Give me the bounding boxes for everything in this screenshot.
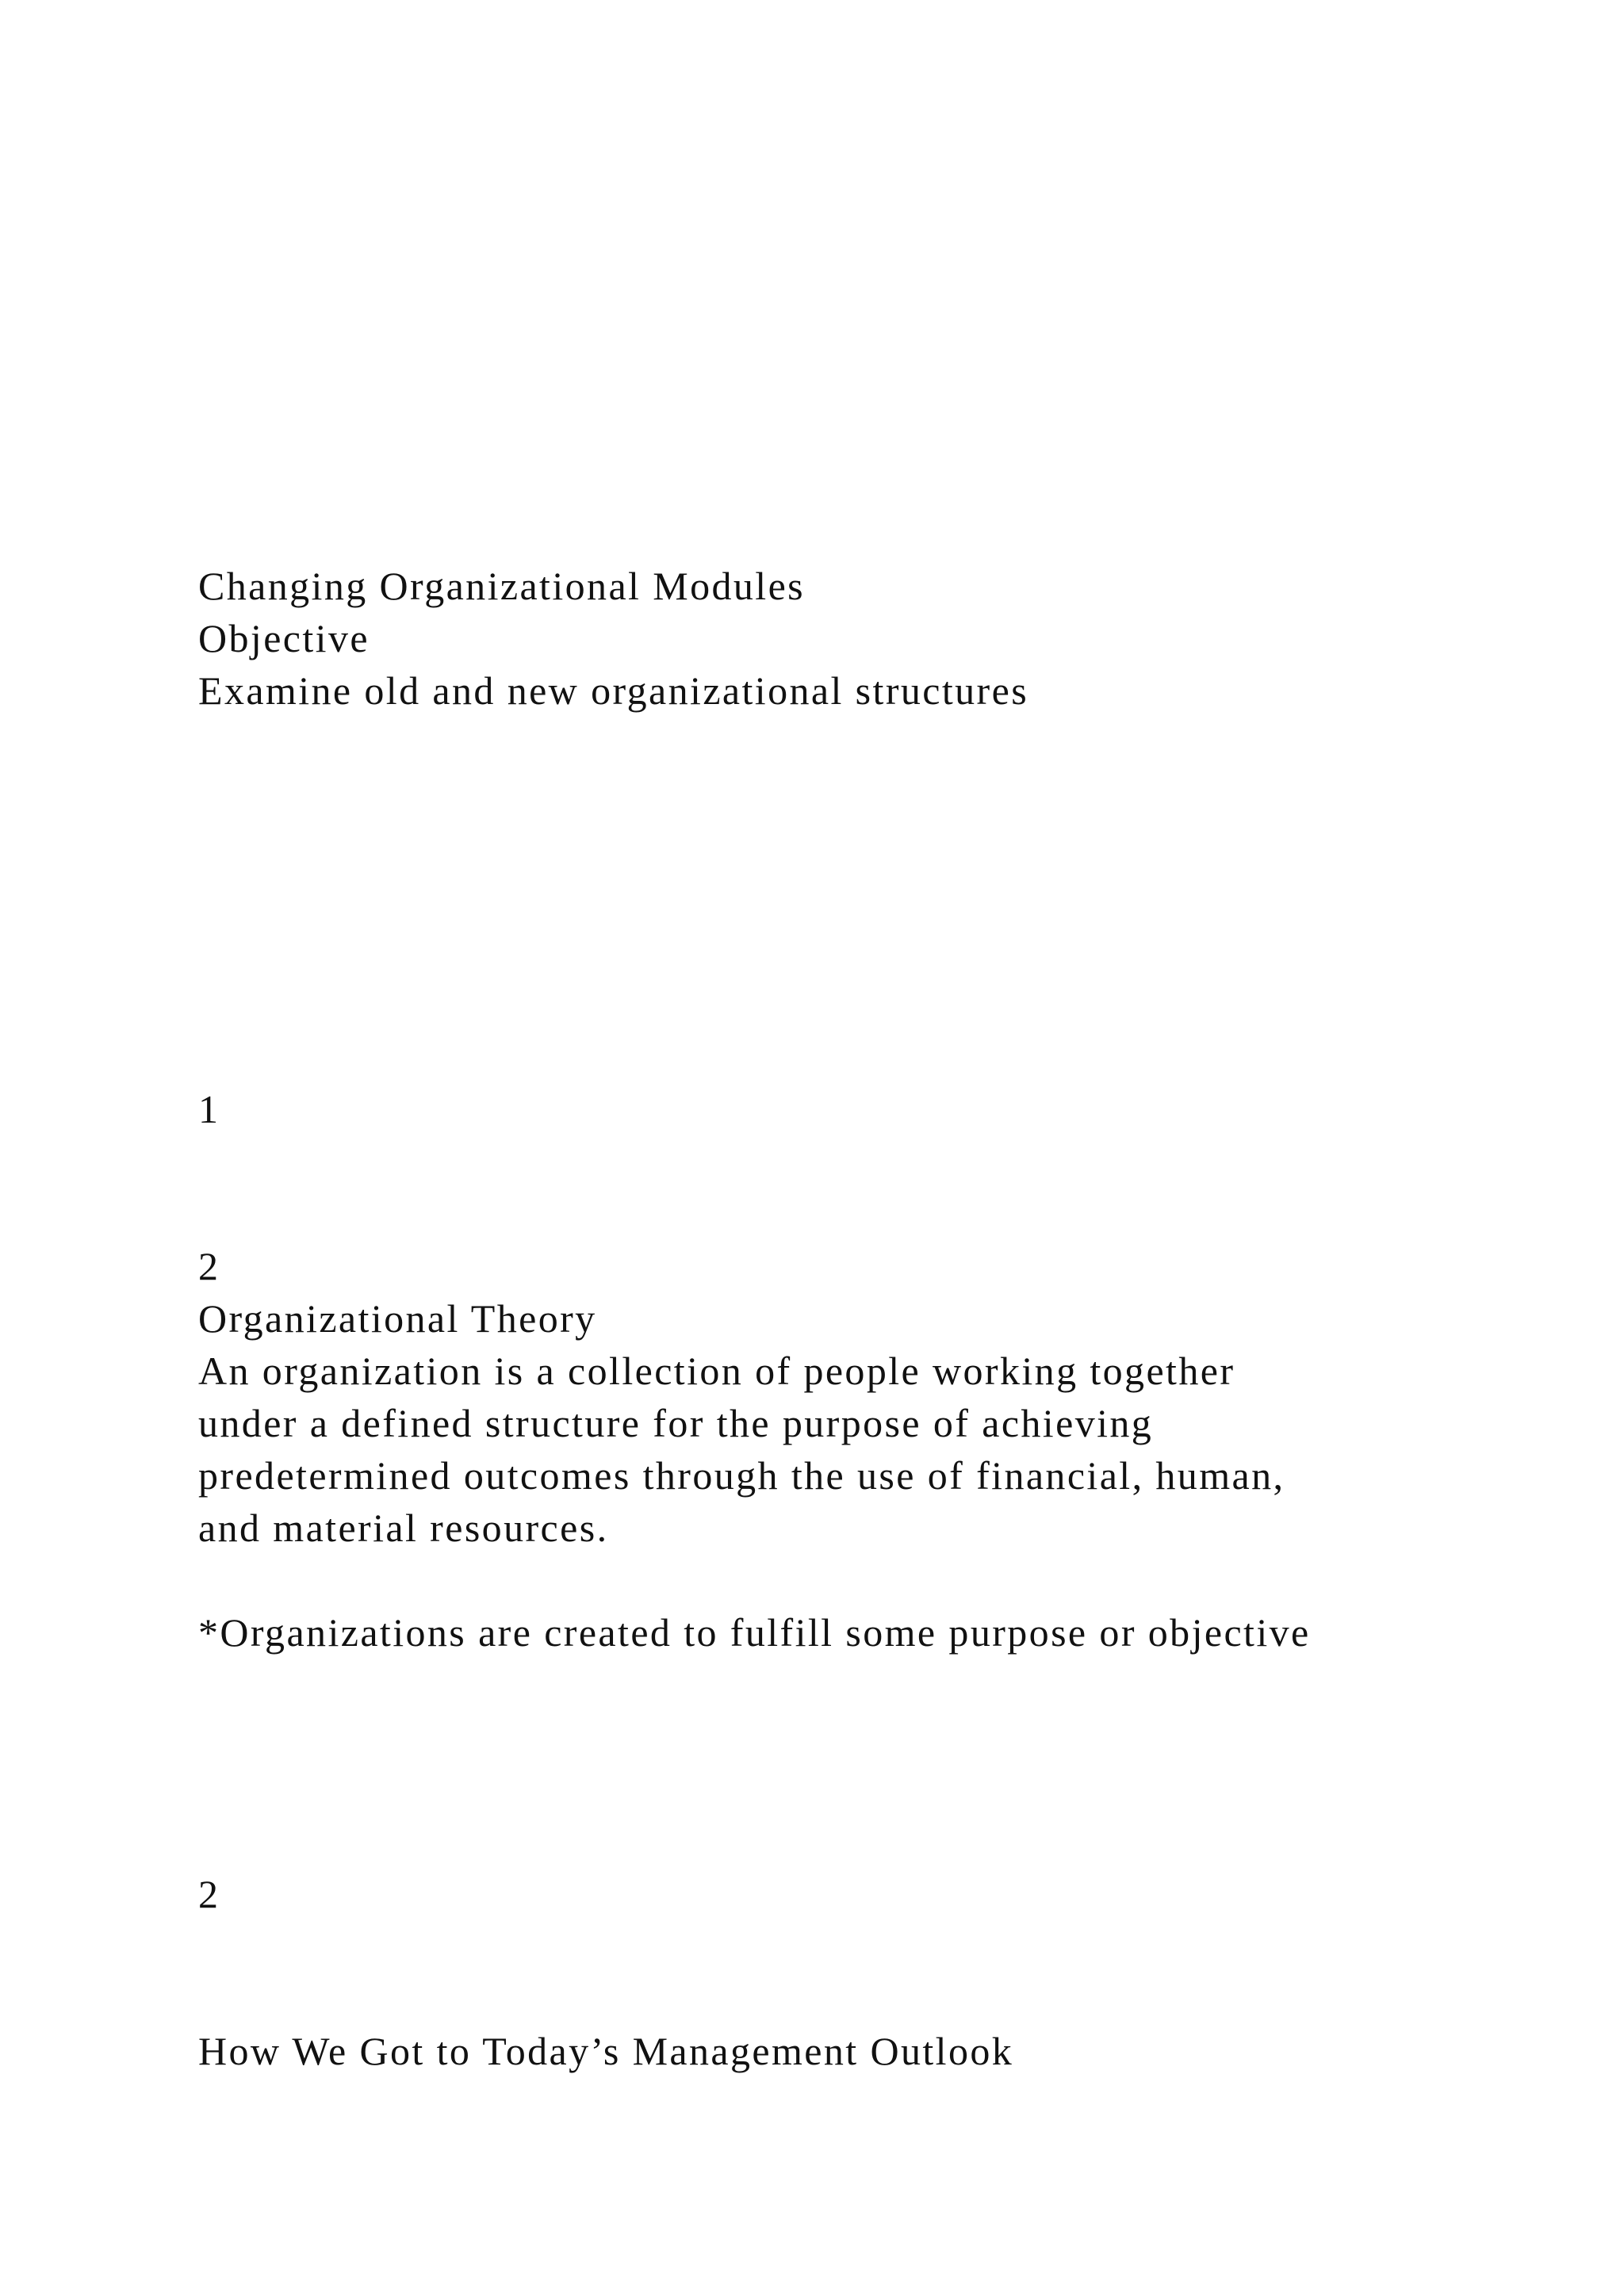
- body-line: and material resources.: [198, 1506, 609, 1550]
- slide-number: 2: [198, 1244, 220, 1288]
- document-title: Changing Organizational Modules: [198, 564, 806, 608]
- page-number: 2: [198, 1872, 220, 1916]
- body-line: under a defined structure for the purpose of achieving: [198, 1401, 1154, 1445]
- body-line: predetermined outcomes through the use of financial, human,: [198, 1453, 1285, 1498]
- objective-label: Objective: [198, 616, 370, 660]
- page-number: 1: [198, 1087, 220, 1131]
- note-text: *Organizations are created to fulfill some purpose or objective: [198, 1610, 1311, 1655]
- objective-text: Examine old and new organizational structures: [198, 668, 1029, 713]
- section-heading: How We Got to Today’s Management Outlook: [198, 2029, 1014, 2073]
- body-line: An organization is a collection of people working together: [198, 1349, 1235, 1393]
- section-heading: Organizational Theory: [198, 1296, 597, 1341]
